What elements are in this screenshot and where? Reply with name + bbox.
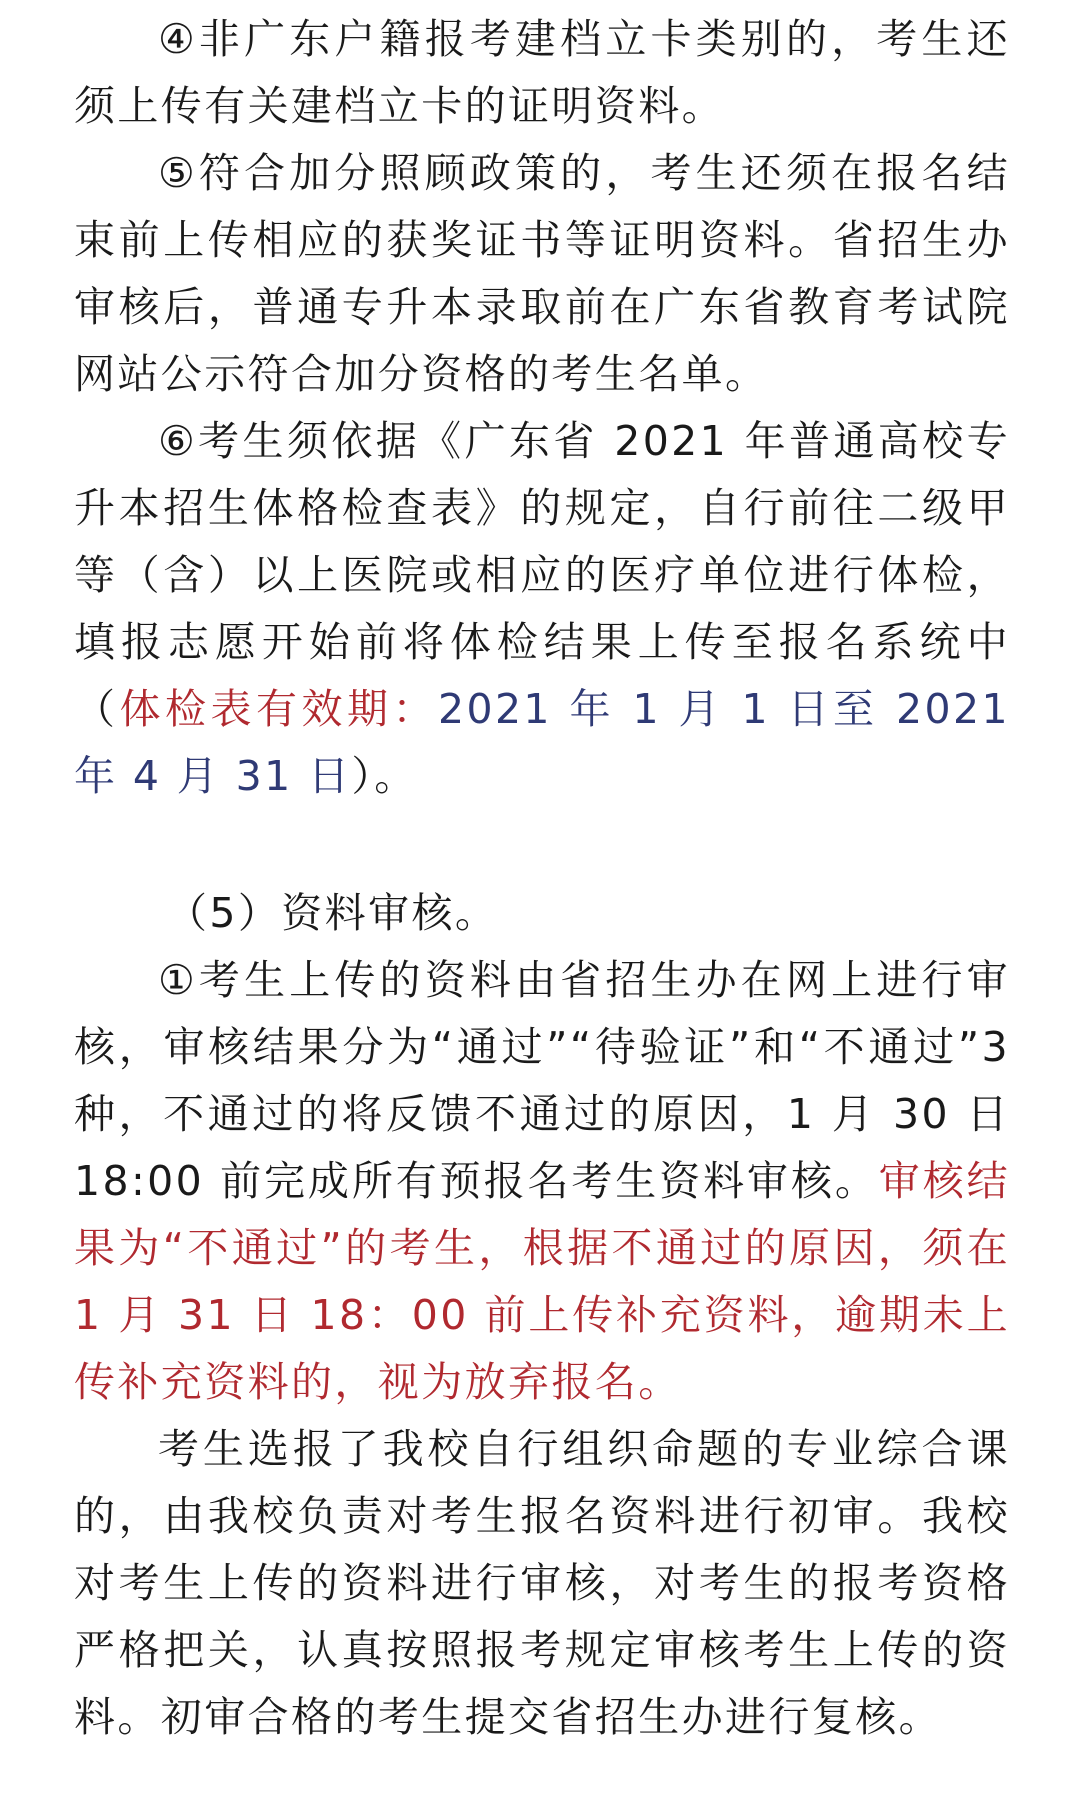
paragraph-item-6-end: ）。 <box>351 752 418 800</box>
validity-period: 2021 年 1 月 1 日至 2021 年 4 月 31 日 <box>74 685 1010 800</box>
school-review-text: 考生选报了我校自行组织命题的专业综合课的，由我校负责对考生报名资料进行初审。我校对考生上传的资料进行审核，对考生的报考资格严格把关，认真按照报考规定审核考生上传的资料。初审合格的考生提交省招生办进行复核。 <box>74 1425 1010 1741</box>
review-paragraph-1-text: ①考生上传的资料由省招生办在网上进行审核，审核结果分为“通过”“待验证”和“不通过”3 种，不通过的将反馈不通过的原因，1 月 30 日 18:00 前完成所有预报名考生资料审核。 <box>74 956 1010 1205</box>
section-heading <box>74 880 1010 947</box>
paragraph-item-6-text: ⑥考生须依据《广东省 2021 年普通高校专升本招生体格检查表》的规定，自行前往二级甲等（含）以上医院或相应的医疗单位进行体检，填报志愿开始前将体检结果上传至报名系统中（ <box>74 417 1010 733</box>
paragraph-item-5 <box>74 140 1010 408</box>
section-spacer <box>74 810 1010 880</box>
school-review-paragraph <box>74 1416 1010 1751</box>
paragraph-item-4 <box>74 6 1010 140</box>
review-paragraph-1 <box>74 947 1010 1416</box>
validity-label: 体检表有效期： <box>119 685 438 733</box>
paragraph-item-6 <box>74 408 1010 810</box>
paragraph-item-4-text: ④非广东户籍报考建档立卡类别的，考生还须上传有关建档立卡的证明资料。 <box>74 15 1010 130</box>
paragraph-item-5-text: ⑤符合加分照顾政策的，考生还须在报名结束前上传相应的获奖证书等证明资料。省招生办审核后，普通专升本录取前在广东省教育考试院网站公示符合加分资格的考生名单。 <box>74 149 1010 398</box>
section-heading-text: （5）资料审核。 <box>166 889 499 937</box>
review-warning: 审核结果为“不通过”的考生，根据不通过的原因，须在 1 月 31 日 18：00 前上传补充资料，逾期未上传补充资料的，视为放弃报名。 <box>74 1157 1011 1406</box>
